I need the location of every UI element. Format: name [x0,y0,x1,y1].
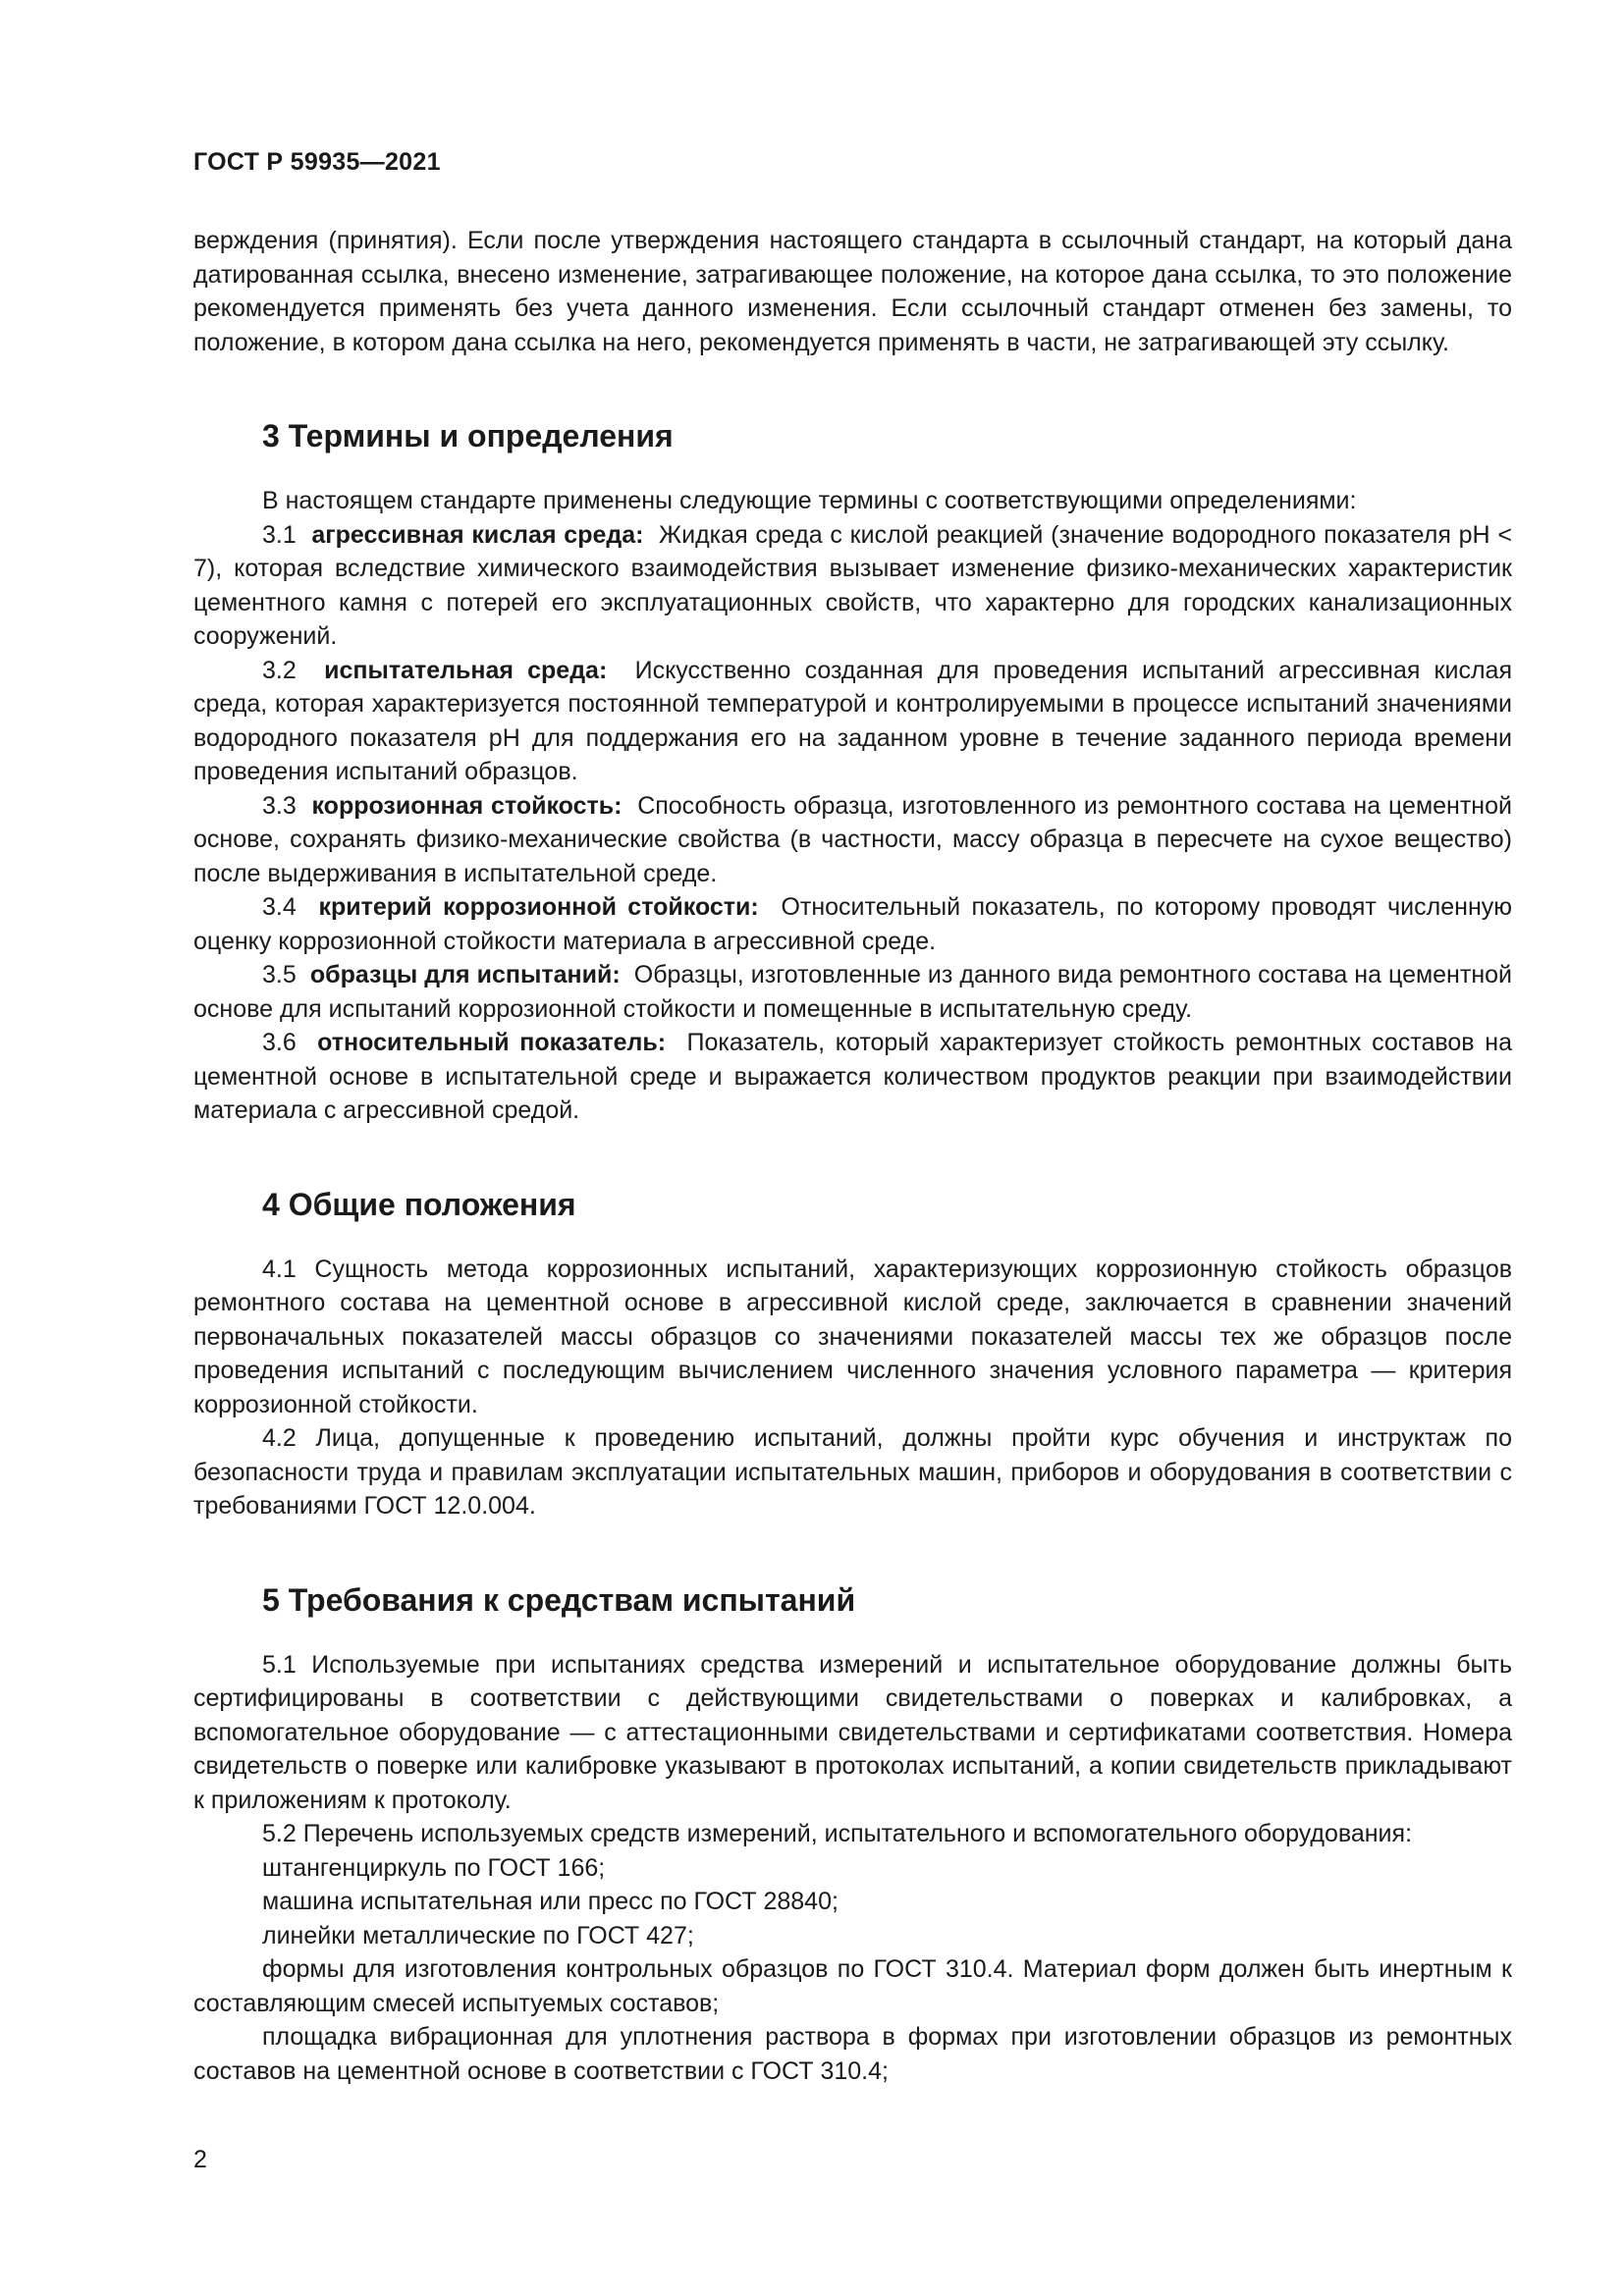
term-definition: Способность образца, изготовленного из ремонтного состава на цементной основе, сохранять физико-механические свойства (в частности, массу образца в пересчете на сухое вещество) после выдерживания в испытательной среде. [193,791,1512,887]
list-item: машина испытательная или пресс по ГОСТ 28840; [262,1888,839,1915]
term-3-4 [193,890,1512,958]
term-definition: Показатель, который характеризует стойкость ремонтных составов на цементной основе в испытательной среде и выражается количеством продуктов реакции при взаимодействии материала с агрессивной средой. [193,1029,1512,1124]
paragraph-5-2: 5.2 Перечень используемых средств измерений, испытательного и вспомогательного оборудования: [262,1820,1413,1847]
term-name: критерий коррозионной стойкости: [318,893,759,921]
term-name: образцы для испытаний: [309,961,621,988]
paragraph-5-1: 5.1 Используемые при испытаниях средства измерений и испытательное оборудование должны быть сертифицированы в соответствии с действующими свидетельствами о поверках и калибровках, а вспомогательное оборудование — с аттестационными свидетельствами и сертификатами соответствия. Номера свидетельств о поверке или калибровке указывают в протоколах испытаний, а копии свидетельств прикладывают к приложениям к протоколу. [193,1650,1512,1814]
term-number: 3.6 [262,1029,297,1056]
term-definition: Относительный показатель, по которому проводят численную оценку коррозионной стойкости материала в агрессивной среде. [193,893,1513,955]
term-number: 3.3 [262,791,297,820]
document-body [193,224,1512,2088]
page-number: 2 [193,2146,207,2173]
list-item: площадка вибрационная для уплотнения раствора в формах при изготовлении образцов из ремонтных составов на цементной основе в соответствии с ГОСТ 310.4; [193,2023,1512,2085]
term-name: испытательная среда: [324,656,608,684]
term-3-3 [193,789,1512,891]
document-header: ГОСТ Р 59935—2021 [193,148,441,176]
term-number: 3.5 [262,961,297,988]
term-name: коррозионная стойкость: [311,791,623,820]
term-3-6 [193,1026,1512,1128]
term-3-1 [193,518,1512,654]
intro-continuation: верждения (принятия). Если после утверждения настоящего стандарта в ссылочный стандарт, на который дана датированная ссылка, внесено изменение, затрагивающее положение, на которое дана ссылка, то это положение рекомендуется применять без учета данного изменения. Если ссылочный стандарт отменен без замены, то положение, в котором дана ссылка на него, рекомендуется применять в части, не затрагивающей эту ссылку. [193,227,1512,356]
section-5-heading: 5 Требования к средствам испытаний [262,1581,856,1618]
term-name: относительный показатель: [317,1029,667,1056]
list-item: формы для изготовления контрольных образцов по ГОСТ 310.4. Материал форм должен быть инертным к составляющим смесей испытуемых составов; [193,1955,1512,2017]
term-name: агрессивная кислая среда: [311,520,644,549]
section-3-intro: В настоящем стандарте применены следующие термины с соответствующими определениями: [262,487,1357,514]
section-4-heading: 4 Общие положения [262,1186,576,1222]
term-number: 3.2 [262,656,297,684]
term-3-5 [193,958,1512,1026]
section-3-heading: 3 Термины и определения [262,418,674,454]
term-3-2 [193,654,1512,789]
term-number: 3.4 [262,893,297,921]
list-item: штангенциркуль по ГОСТ 166; [262,1853,606,1882]
term-definition: Искусственно созданная для проведения испытаний агрессивная кислая среда, которая характеризуется постоянной температурой и контролируемыми в процессе испытаний значениями водородного показателя pH для поддержания его на заданном уровне в течение заданного периода времени проведения испытаний образцов. [193,656,1512,785]
list-item: линейки металлические по ГОСТ 427; [262,1921,694,1949]
term-definition: Жидкая среда с кислой реакцией (значение водородного показателя pH < 7), которая вследствие химического взаимодействия вызывает изменение физико-механических характеристик цементного камня с потерей его эксплуатационных свойств, что характерно для городских канализационных сооружений. [193,520,1512,650]
term-definition: Образцы, изготовленные из данного вида ремонтного состава на цементной основе для испытаний коррозионной стойкости и помещенные в испытательную среду. [193,961,1512,1023]
paragraph-4-1: 4.1 Сущность метода коррозионных испытаний, характеризующих коррозионную стойкость образцов ремонтного состава на цементной основе в агрессивной кислой среде, заключается в сравнении значений первоначальных показателей массы образцов со значениями показателей массы тех же образцов после проведения испытаний с последующим вычислением численного значения условного параметра — критерия коррозионной стойкости. [193,1255,1512,1418]
paragraph-4-2: 4.2 Лица, допущенные к проведению испытаний, должны пройти курс обучения и инструктаж по безопасности труда и правилам эксплуатации испытательных машин, приборов и оборудования в соответствии с требованиями ГОСТ 12.0.004. [193,1424,1512,1520]
term-number: 3.1 [262,520,297,549]
